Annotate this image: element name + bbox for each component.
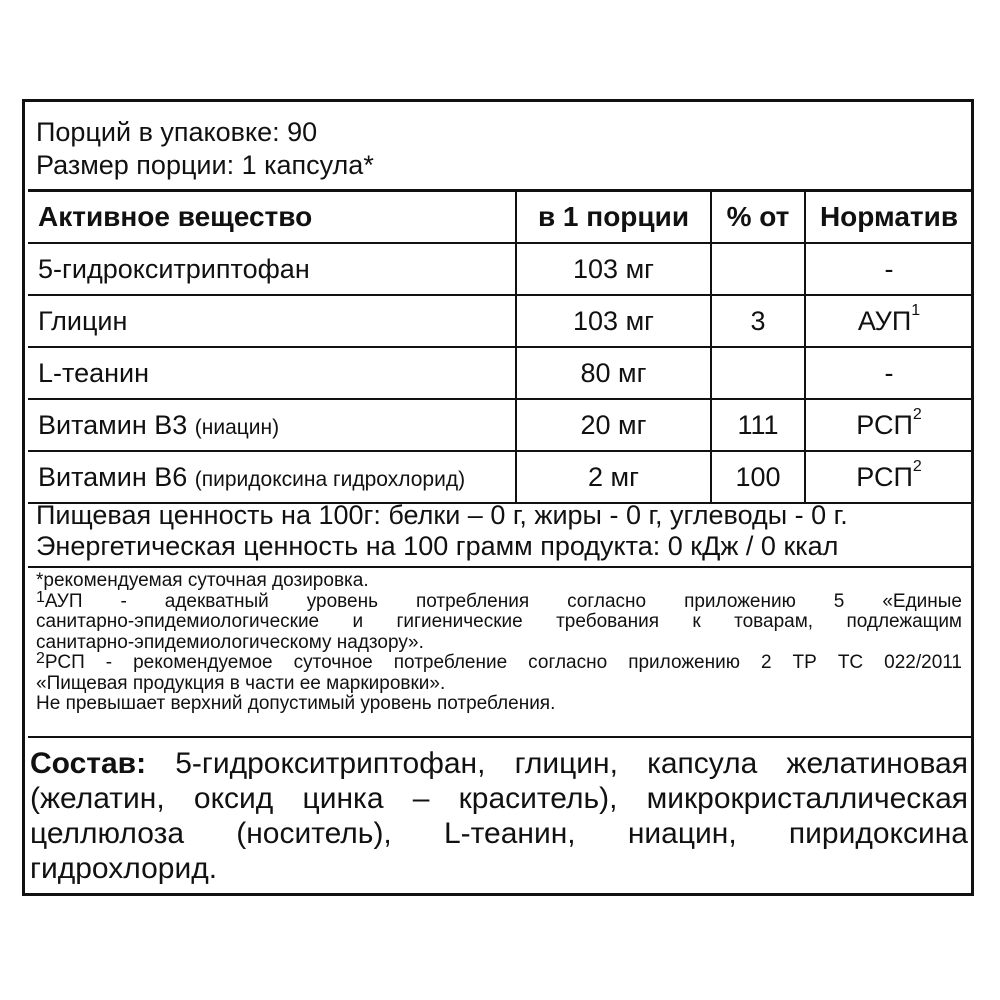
percent-cell [711,347,805,399]
table-row [28,295,972,347]
composition-line: целлюлоза (носитель), L-теанин, ниацин, пиридоксина [30,817,968,850]
footnote-rsp-line: «Пищевая продукция в части ее маркировки». [36,672,446,694]
footnotes [36,571,962,715]
norm-cell: - [805,347,972,399]
amount-cell: 103 мг [516,295,711,347]
substance-name: Глицин [28,295,516,347]
table-row [28,243,972,295]
footnote-marker: 1 [36,588,45,606]
substance-name: L-теанин [28,347,516,399]
amount-cell: 80 мг [516,347,711,399]
nutrition-value [36,500,966,562]
table-row [28,399,972,451]
composition-label: Состав: [30,747,147,780]
energy-line: Энергетическая ценность на 100 грамм продукта: 0 кДж / 0 ккал [36,531,839,561]
substance-note: (пиридоксина гидрохлорид) [194,467,466,491]
table-row [28,451,972,503]
serving-info [36,116,374,182]
col-header-norm: Норматив [805,191,972,244]
nutrition-line: Пищевая ценность на 100г: белки – 0 г, жиры - 0 г, углеводы - 0 г. [36,500,848,530]
col-header-percent: % от [711,191,805,244]
substance-name: Витамин В3 (ниацин) [28,399,516,451]
composition-line: Состав: 5-гидрокситриптофан, глицин, капсула желатиновая [30,747,968,780]
substance-note: (ниацин) [194,415,280,439]
footnote-aup-line: санитарно-эпидемиологические и гигиенические требования к товарам, подлежащим [36,611,962,632]
table-header-row [28,191,972,244]
table-row [28,347,972,399]
norm-cell: - [805,243,972,295]
nutrition-facts-table [28,189,972,504]
footnote-marker: 2 [36,650,45,667]
percent-cell: 111 [711,399,805,451]
norm-cell: РСП$^2$ [805,399,972,451]
amount-cell: 20 мг [516,399,711,451]
percent-cell: 3 [711,295,805,347]
footnote-rsp: $^2$РСП - рекомендуемое суточное потребление согласно приложению 2 ТР ТС 022/2011 [36,650,962,673]
divider [28,566,972,568]
col-header-per-serving: в 1 порции [516,191,711,244]
percent-cell [711,243,805,295]
footnote-limit: Не превышает верхний допустимый уровень потребления. [36,693,556,714]
footnote-aup: $^1$АУП - адекватный уровень потребления согласно приложению 5 «Единые [36,588,962,612]
norm-cell: РСП$^2$ [805,451,972,503]
composition-line: (желатин, оксид цинка – краситель), микрокристаллическая [30,782,968,815]
norm-superscript: 2 [912,457,922,475]
footnote-aup-line: санитарно-эпидемиологическому надзору». [36,631,424,653]
footnote-recommended: *рекомендуемая суточная дозировка. [36,570,369,591]
composition-line: гидрохлорид. [30,852,218,885]
norm-superscript: 1 [911,301,921,319]
substance-name: Витамин В6 (пиридоксина гидрохлорид) [28,451,516,503]
substance-name: 5-гидрокситриптофан [28,243,516,295]
col-header-substance: Активное вещество [28,191,516,244]
amount-cell: 2 мг [516,451,711,503]
serving-size: Размер порции: 1 капсула* [36,150,374,180]
norm-superscript: 2 [912,405,922,423]
percent-cell: 100 [711,451,805,503]
amount-cell: 103 мг [516,243,711,295]
composition [30,746,968,886]
divider [28,736,972,738]
servings-per-pack: Порций в упаковке: 90 [36,117,318,147]
norm-cell: АУП$^1$ [805,295,972,347]
